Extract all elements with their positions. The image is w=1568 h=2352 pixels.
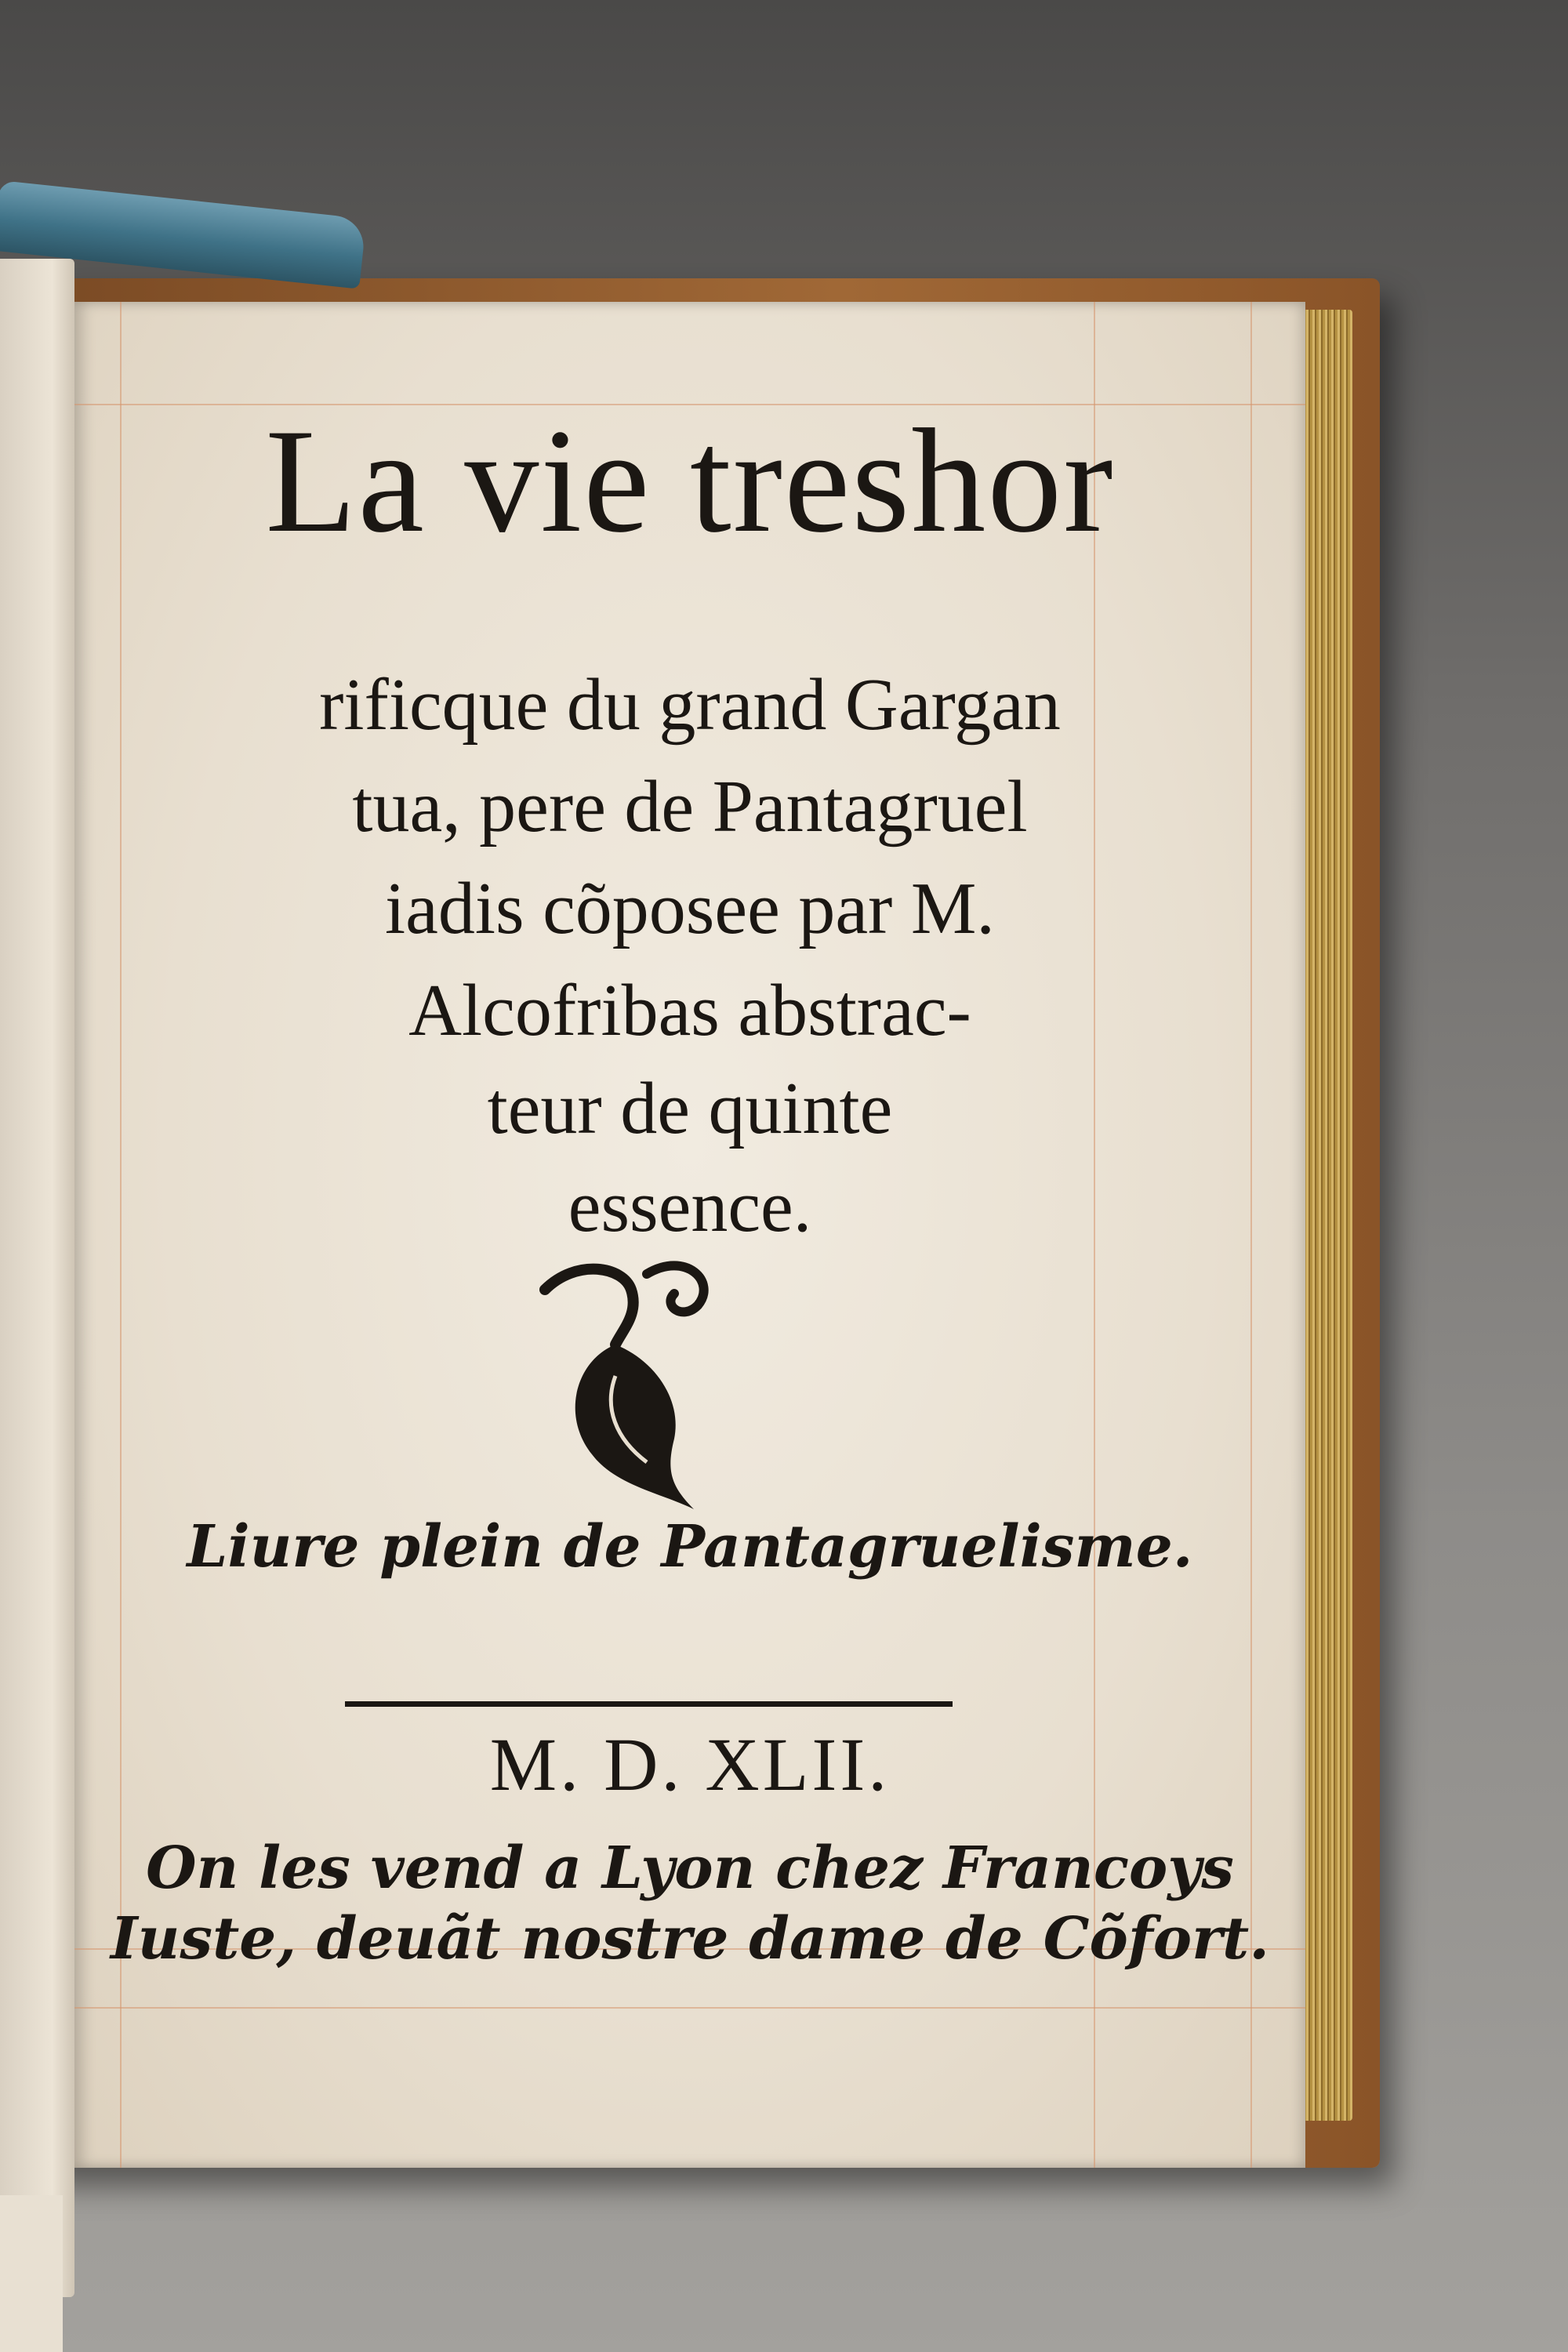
title-line-7: essence. <box>568 1166 812 1247</box>
left-page <box>0 259 74 2297</box>
title-line-4: iadis cõposee par M. <box>385 868 995 949</box>
gilt-page-edges <box>1298 310 1352 2121</box>
rule-line <box>74 2007 1305 2009</box>
motto-line: Liure plein de Pantagruelisme. <box>187 1513 1193 1581</box>
title-line-3: tua, pere de Pantagruel <box>352 766 1028 848</box>
date-line: M. D. XLII. <box>489 1722 891 1806</box>
title-line-1: La vie treshor <box>265 399 1115 564</box>
fleuron-leaf-icon <box>529 1258 733 1525</box>
title-page <box>74 302 1305 2168</box>
title-line-6: teur de quinte <box>487 1068 893 1149</box>
imprint-line-1: On les vend a Lyon chez Francoys <box>146 1835 1234 1902</box>
title-line-2: rificque du grand Gargan <box>319 664 1061 746</box>
rule-separator <box>345 1701 953 1707</box>
imprint-line-2: Iuste, deuãt nostre dame de Cõfort. <box>110 1905 1269 1973</box>
left-page-tail <box>0 2195 63 2352</box>
title-line-5: Alcofribas abstrac- <box>408 970 971 1051</box>
